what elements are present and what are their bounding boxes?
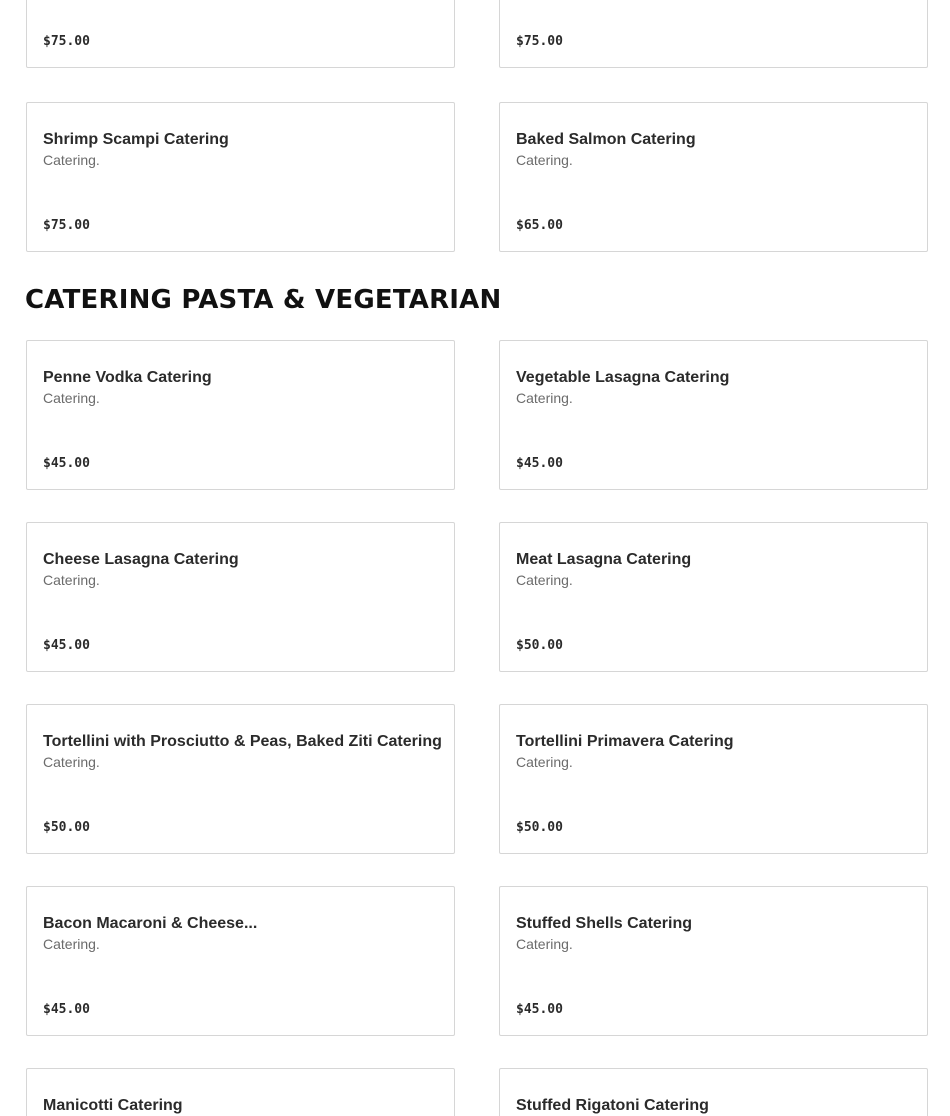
item-price: $45.00 xyxy=(43,638,90,653)
item-description: Catering. xyxy=(43,936,100,952)
item-price: $50.00 xyxy=(43,820,90,835)
item-description: Catering. xyxy=(43,572,100,588)
item-name: Stuffed Rigatoni Catering xyxy=(516,1097,709,1114)
item-name: Penne Vodka Catering xyxy=(43,369,212,386)
menu-item-card[interactable] xyxy=(499,0,928,68)
item-name: Vegetable Lasagna Catering xyxy=(516,369,730,386)
menu-item-card[interactable] xyxy=(26,0,455,68)
menu-item-card[interactable] xyxy=(26,1068,455,1116)
menu-item-card[interactable] xyxy=(26,704,455,854)
item-price: $50.00 xyxy=(516,820,563,835)
item-description: Catering. xyxy=(516,152,573,168)
menu-item-card[interactable] xyxy=(499,704,928,854)
item-name: Cheese Lasagna Catering xyxy=(43,551,239,568)
item-price: $45.00 xyxy=(43,456,90,471)
item-name: Tortellini Primavera Catering xyxy=(516,733,734,750)
item-name: Bacon Macaroni & Cheese... xyxy=(43,915,258,932)
item-name: Manicotti Catering xyxy=(43,1097,183,1114)
menu-item-card[interactable] xyxy=(499,340,928,490)
item-description: Catering. xyxy=(516,390,573,406)
item-description: Catering. xyxy=(516,754,573,770)
menu-item-card[interactable] xyxy=(499,102,928,252)
item-name: Tortellini with Prosciutto & Peas, Baked Ziti Catering xyxy=(43,733,442,750)
item-description: Catering. xyxy=(516,572,573,588)
item-name: Stuffed Shells Catering xyxy=(516,915,693,932)
menu-item-card[interactable] xyxy=(26,102,455,252)
item-price: $50.00 xyxy=(516,638,563,653)
menu-item-card[interactable] xyxy=(26,340,455,490)
menu-item-card[interactable] xyxy=(499,522,928,672)
item-description: Catering. xyxy=(43,754,100,770)
item-description: Catering. xyxy=(43,390,100,406)
item-price: $75.00 xyxy=(43,34,90,49)
menu-item-card[interactable] xyxy=(499,886,928,1036)
item-price: $75.00 xyxy=(516,34,563,49)
section-heading: CATERING PASTA & VEGETARIAN xyxy=(25,285,502,315)
menu-item-card[interactable] xyxy=(499,1068,928,1116)
item-name: Meat Lasagna Catering xyxy=(516,551,692,568)
item-price: $45.00 xyxy=(43,1002,90,1017)
item-price: $45.00 xyxy=(516,456,563,471)
item-name: Shrimp Scampi Catering xyxy=(43,131,229,148)
menu-item-card[interactable] xyxy=(26,886,455,1036)
item-price: $75.00 xyxy=(43,218,90,233)
item-description: Catering. xyxy=(43,152,100,168)
item-price: $45.00 xyxy=(516,1002,563,1017)
item-name: Baked Salmon Catering xyxy=(516,131,696,148)
menu-item-card[interactable] xyxy=(26,522,455,672)
item-price: $65.00 xyxy=(516,218,563,233)
item-description: Catering. xyxy=(516,936,573,952)
